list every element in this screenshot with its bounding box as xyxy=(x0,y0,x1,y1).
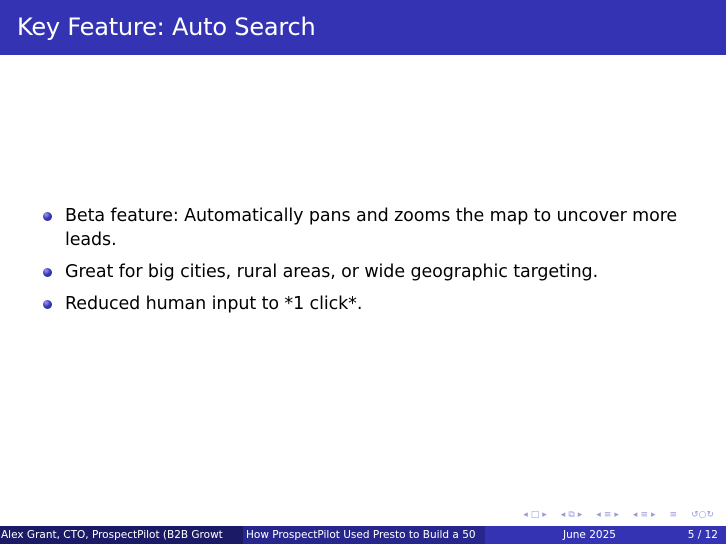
bullet-icon xyxy=(43,268,52,277)
footer-page-number: 5 / 12 xyxy=(687,529,718,541)
bullet-text: Great for big cities, rural areas, or wide geographic targeting. xyxy=(65,262,599,282)
bullet-item xyxy=(43,204,683,252)
subsection-icon[interactable]: ⧉ xyxy=(568,510,575,520)
bullet-item xyxy=(43,292,683,316)
section-icon[interactable]: ≡ xyxy=(603,510,612,520)
document-next-icon[interactable]: ▸ xyxy=(650,510,656,520)
footer-date: June 2025 xyxy=(563,529,616,541)
align-icon[interactable]: ≡ xyxy=(669,510,678,520)
footer-author: Alex Grant, CTO, ProspectPilot (B2B Growt xyxy=(0,526,243,544)
search-icon[interactable]: ↺○↻ xyxy=(691,510,714,520)
document-prev-icon[interactable]: ◂ xyxy=(632,510,638,520)
section-prev-icon[interactable]: ◂ xyxy=(596,510,601,520)
bullet-text: Beta feature: Automatically pans and zooms the map to uncover more leads. xyxy=(65,206,678,250)
frame-icon[interactable]: □ xyxy=(530,510,540,520)
bullet-icon xyxy=(43,300,52,309)
frame-next-icon[interactable]: ▸ xyxy=(542,510,547,520)
bullet-item xyxy=(43,260,683,284)
document-icon[interactable]: ≡ xyxy=(640,510,648,520)
slide-title-bar xyxy=(0,0,726,55)
beamer-navigation-bar xyxy=(523,509,714,521)
bullet-list xyxy=(43,204,683,324)
frame-prev-icon[interactable]: ◂ xyxy=(523,510,528,520)
slide-title: Key Feature: Auto Search xyxy=(17,13,316,41)
footer-right-panel xyxy=(485,526,726,544)
section-next-icon[interactable]: ▸ xyxy=(614,510,619,520)
subsection-prev-icon[interactable]: ◂ xyxy=(560,510,566,520)
subsection-next-icon[interactable]: ▸ xyxy=(577,510,583,520)
bullet-icon xyxy=(43,212,52,221)
slide-footer xyxy=(0,526,726,544)
footer-title: How ProspectPilot Used Presto to Build a 50 xyxy=(243,526,485,544)
bullet-text: Reduced human input to *1 click*. xyxy=(65,294,363,314)
